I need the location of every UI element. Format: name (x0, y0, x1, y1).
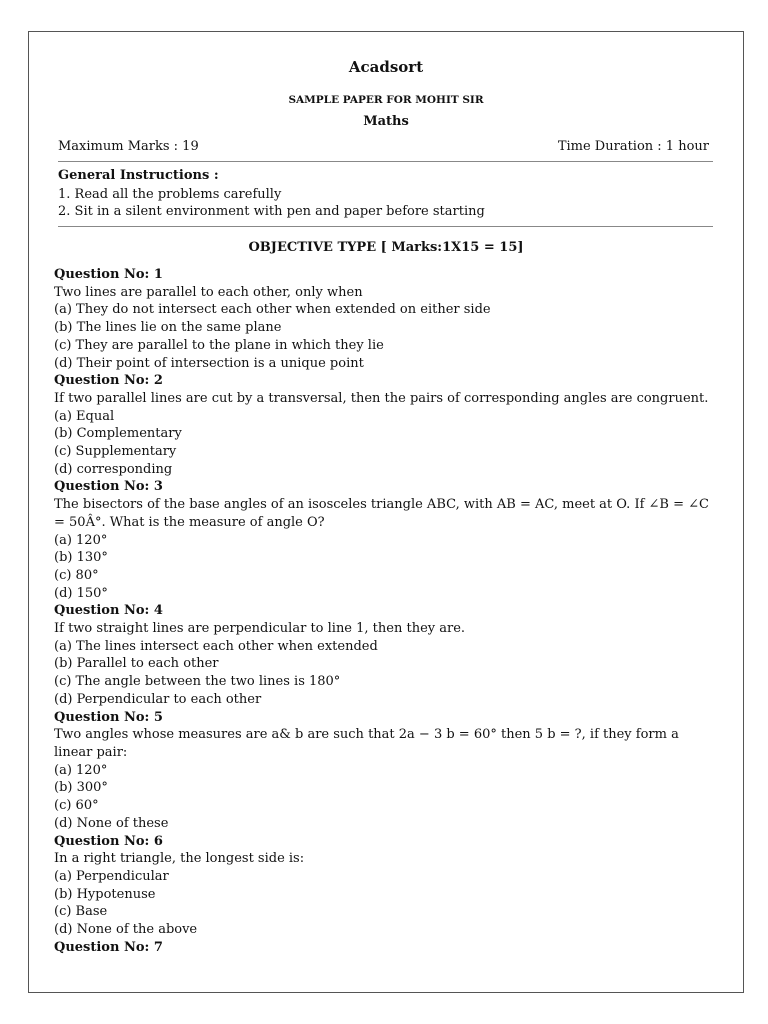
divider (58, 226, 713, 227)
section-title: OBJECTIVE TYPE [ Marks:1X15 = 15] (248, 240, 524, 255)
option: (a) The lines intersect each other when extended (54, 638, 378, 654)
option: (d) 150° (54, 585, 108, 601)
option: (a) They do not intersect each other when extended on either side (54, 302, 491, 318)
question-label: Question No: 3 (54, 479, 163, 495)
option: (d) corresponding (54, 461, 173, 477)
question-text: In a right triangle, the longest side is: (54, 851, 305, 867)
question-list (54, 266, 713, 956)
option: (c) 80° (54, 567, 99, 583)
option: (d) Their point of intersection is a unique point (54, 355, 364, 371)
organization-name: Acadsort (348, 58, 424, 76)
option: (c) The angle between the two lines is 180° (54, 674, 341, 690)
option: (c) Supplementary (54, 444, 177, 460)
subject-name: Maths (363, 114, 409, 129)
question-label: Question No: 5 (54, 709, 163, 725)
option: (b) 300° (54, 780, 108, 796)
instructions-heading: General Instructions : (58, 168, 219, 183)
question-label: Question No: 1 (54, 267, 163, 282)
question-label: Question No: 4 (54, 603, 163, 619)
option: (a) Perpendicular (54, 868, 169, 884)
option: (b) Complementary (54, 426, 182, 442)
option: (b) 130° (54, 550, 108, 566)
option: (d) None of these (54, 815, 169, 831)
question-text: The bisectors of the base angles of an isosceles triangle ABC, with AB = AC, meet at O. If ∠B = ∠C = 50Â°. What is the measure of angle O? (54, 497, 709, 530)
question-label: Question No: 7 (54, 939, 163, 955)
question-label: Question No: 6 (54, 833, 163, 849)
option: (d) None of the above (54, 922, 198, 938)
question-text: If two parallel lines are cut by a transversal, then the pairs of corresponding angles are congruent. (54, 390, 709, 406)
option: (c) Base (54, 904, 108, 920)
option: (c) 60° (54, 798, 99, 814)
option: (b) Parallel to each other (54, 656, 219, 672)
question-text: Two lines are parallel to each other, only when (54, 284, 363, 300)
option: (a) 120° (54, 532, 108, 548)
option: (a) 120° (54, 762, 108, 778)
option: (d) Perpendicular to each other (54, 691, 262, 707)
marks-duration-row (58, 139, 709, 154)
question-text: If two straight lines are perpendicular to line 1, then they are. (54, 621, 466, 637)
exam-paper (28, 31, 744, 993)
time-duration: Time Duration : 1 hour (557, 139, 709, 154)
paper-title: SAMPLE PAPER FOR MOHIT SIR (288, 94, 484, 106)
option: (b) Hypotenuse (54, 886, 156, 902)
divider (58, 161, 713, 162)
option: (b) The lines lie on the same plane (54, 320, 282, 336)
question-text: Two angles whose measures are a& b are such that 2a − 3 b = 60° then 5 b = ?, if they form a linear pair: (54, 727, 679, 760)
general-instructions (58, 167, 485, 220)
instruction-item: 1. Read all the problems carefully (58, 187, 282, 202)
maximum-marks: Maximum Marks : 19 (58, 139, 199, 154)
option: (c) They are parallel to the plane in which they lie (54, 337, 384, 353)
option: (a) Equal (54, 408, 115, 424)
instruction-item: 2. Sit in a silent environment with pen and paper before starting (58, 204, 485, 219)
question-label: Question No: 2 (54, 373, 163, 389)
